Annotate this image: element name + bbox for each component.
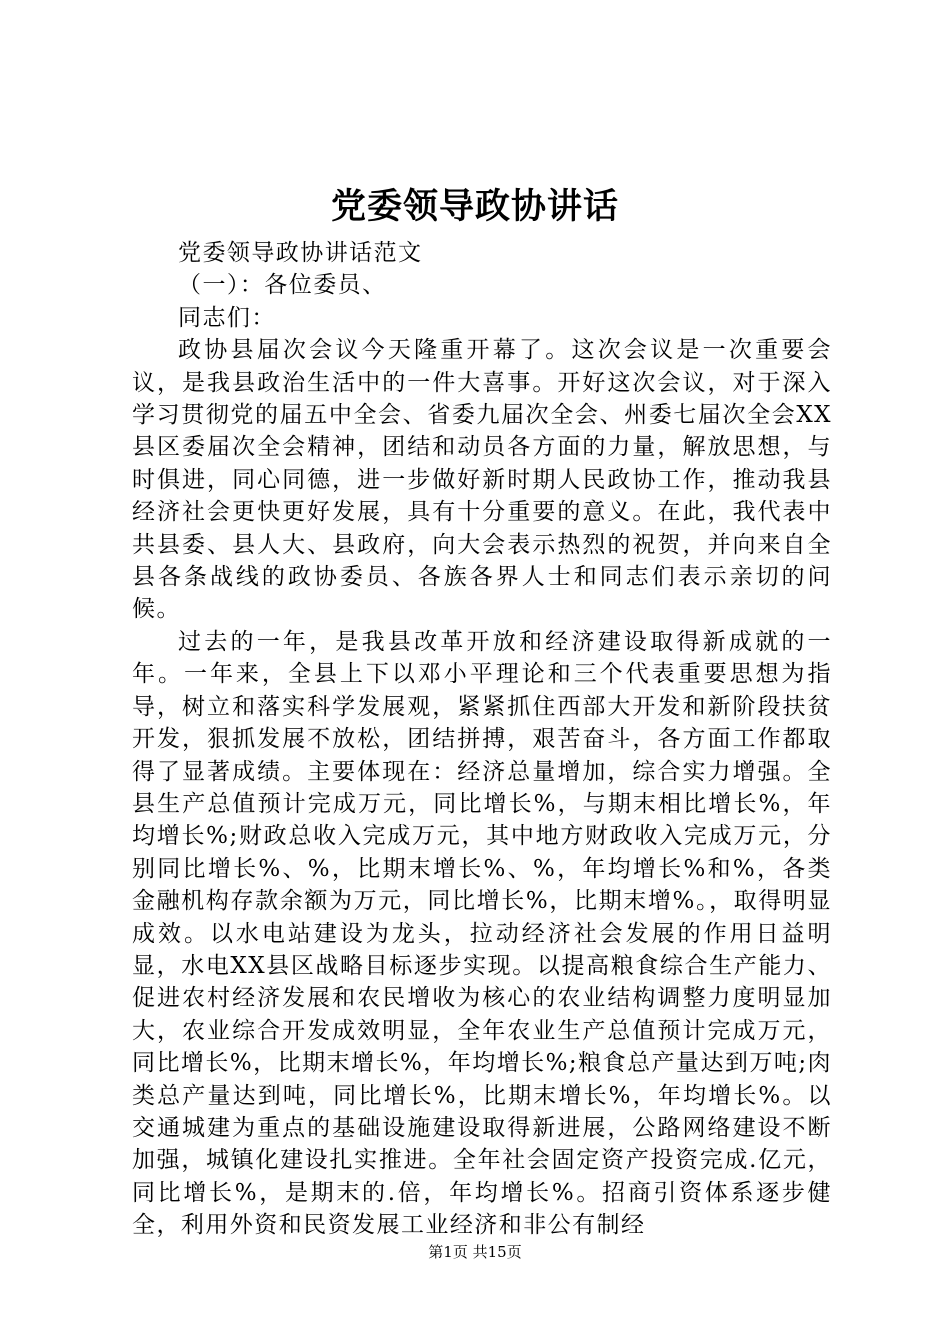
section-heading-paragraph: （一）：各位委员、 (178, 272, 387, 299)
document-title: 党委领导政协讲话 (330, 186, 619, 227)
page-number-footer: 第1页 共15页 (428, 1243, 522, 1261)
document-body (132, 237, 832, 1242)
body-paragraph: 过去的一年，是我县改革开放和经济建设取得新成就的一年。一年来，全县上下以邓小平理论和三个代表重要思想为指导，树立和落实科学发展观，紧紧抓住西部大开发和新阶段扶贫开发，狠抓发展不放松，团结拼搏，艰苦奋斗，各方面工作都取得了显著成绩。主要体现在：经济总量增加，综合实力增强。全县生产总值预计完成万元，同比增长%，与期末相比增长%，年均增长%;财政总收入完成万元，其中地方财政收入完成万元，分别同比增长%、%，比期末增长%、%，年均增长%和%，各类金融机构存款余额为万元，同比增长%，比期末增%。，取得明显成效。以水电站建设为龙头，拉动经济社会发展的作用日益明显，水电XX县区战略目标逐步实现。以提高粮食综合生产能力、促进农村经济发展和农民增收为核心的农业结构调整力度明显加大，农业综合开发成效明显，全年农业生产总值预计完成万元，同比增长%，比期末增长%，年均增长%;粮食总产量达到万吨;肉类总产量达到吨，同比增长%，比期末增长%，年均增长%。以交通城建为重点的基础设施建设取得新进展，公路网络建设不断加强，城镇化建设扎实推进。全年社会固定资产投资完成.亿元，同比增长%，是期末的.倍，年均增长%。招商引资体系逐步健全，利用外资和民资发展工业经济和非公有制经 (132, 628, 832, 1239)
subtitle-paragraph: 党委领导政协讲话范文 (178, 240, 423, 266)
salutation-paragraph: 同志们： (178, 304, 276, 331)
body-paragraph: 政协县届次会议今天隆重开幕了。这次会议是一次重要会议，是我县政治生活中的一件大喜事。开好这次会议，对于深入学习贯彻党的届五中全会、省委九届次全会、州委七届次全会XX县区委届次全会精神，团结和动员各方面的力量，解放思想，与时俱进，同心同德，进一步做好新时期人民政协工作，推动我县经济社会更快更好发展，具有十分重要的意义。在此，我代表中共县委、县人大、县政府，向大会表示热烈的祝贺，并向来自全县各条战线的政协委员、各族各界人士和同志们表示亲切的问候。 (132, 337, 832, 623)
